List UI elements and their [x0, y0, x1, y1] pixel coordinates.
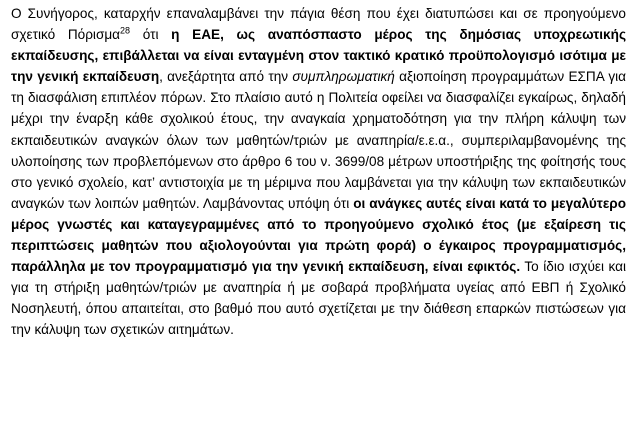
text-run: Ο Συνήγορος, καταρχήν επαναλαμβάνει την πάγια θέση που έχει διατυπώσει και σε προηγούμενο σχετικό Πόρισμα [11, 6, 626, 43]
bold-text-run: η ΕΑΕ, ως αναπόσπαστο μέρος της δημόσιας υποχρεωτικής εκπαίδευσης, επιβάλλεται να είναι ενταγμένη στον τακτικό κρατικό προϋπολογισμό ισότιμα με την γενική εκπαίδευση [11, 27, 627, 85]
bold-text-run: οι ανάγκες αυτές είναι κατά το μεγαλύτερο μέρος γνωστές και καταγεγραμμένες από το προηγούμενο σχολικό έτος (με εξαίρεση τις περιπτώσεις μαθητών που αξιολογούνται για πρώτη φορά) ο έγκαιρος προγραμματισμός, παράλληλα με τον προγραμματισμό για την γενική εκπαίδευση, είναι εφικτός. [11, 195, 626, 275]
text-run: , ανεξάρτητα από την [159, 69, 293, 85]
footnote-reference[interactable]: 28 [120, 25, 131, 36]
text-run: αξιοποίηση προγραμμάτων ΕΣΠΑ για τη διασφάλιση επιπλέον πόρων. Στο πλαίσιο αυτό η Πολιτεία οφείλει να διασφαλίζει εγκαίρως, δηλαδή μέχρι την έναρξη κάθε σχολικού έτους, την αναγκαία χρηματοδότηση για την πλήρη κάλυψη των εκπαιδευτικών αναγκών όλων των μαθητών/τριών με αναπηρία/ε.ε.α., συμπεριλαμβανομένης της υλοποίησης των προβλεπόμενων στο άρθρο 6 του ν. 3699/08 μέτρων υποστήριξης της φοίτησής τους στο γενικό σχολείο, κατ’ αντιστοιχία με τη μέριμνα που λαμβάνεται για την κάλυψη των εκπαιδευτικών αναγκών των λοιπών μαθητών. Λαμβάνοντας υπόψη ότι [11, 69, 626, 211]
italic-text-run: συμπληρωματική [292, 69, 395, 85]
text-run: Το ίδιο ισχύει και για τη στήριξη μαθητών/τριών με αναπηρία ή με σοβαρά προβλήματα υγείας από ΕΒΠ ή Σχολικό Νοσηλευτή, όπου απαιτείται, στο βαθμό που αυτό σχετίζεται με την διάθεση επαρκών πιστώσεων για την κάλυψη των σχετικών αιτημάτων. [11, 259, 626, 338]
body-paragraph [11, 0, 626, 341]
text-run: ότι [130, 27, 172, 43]
